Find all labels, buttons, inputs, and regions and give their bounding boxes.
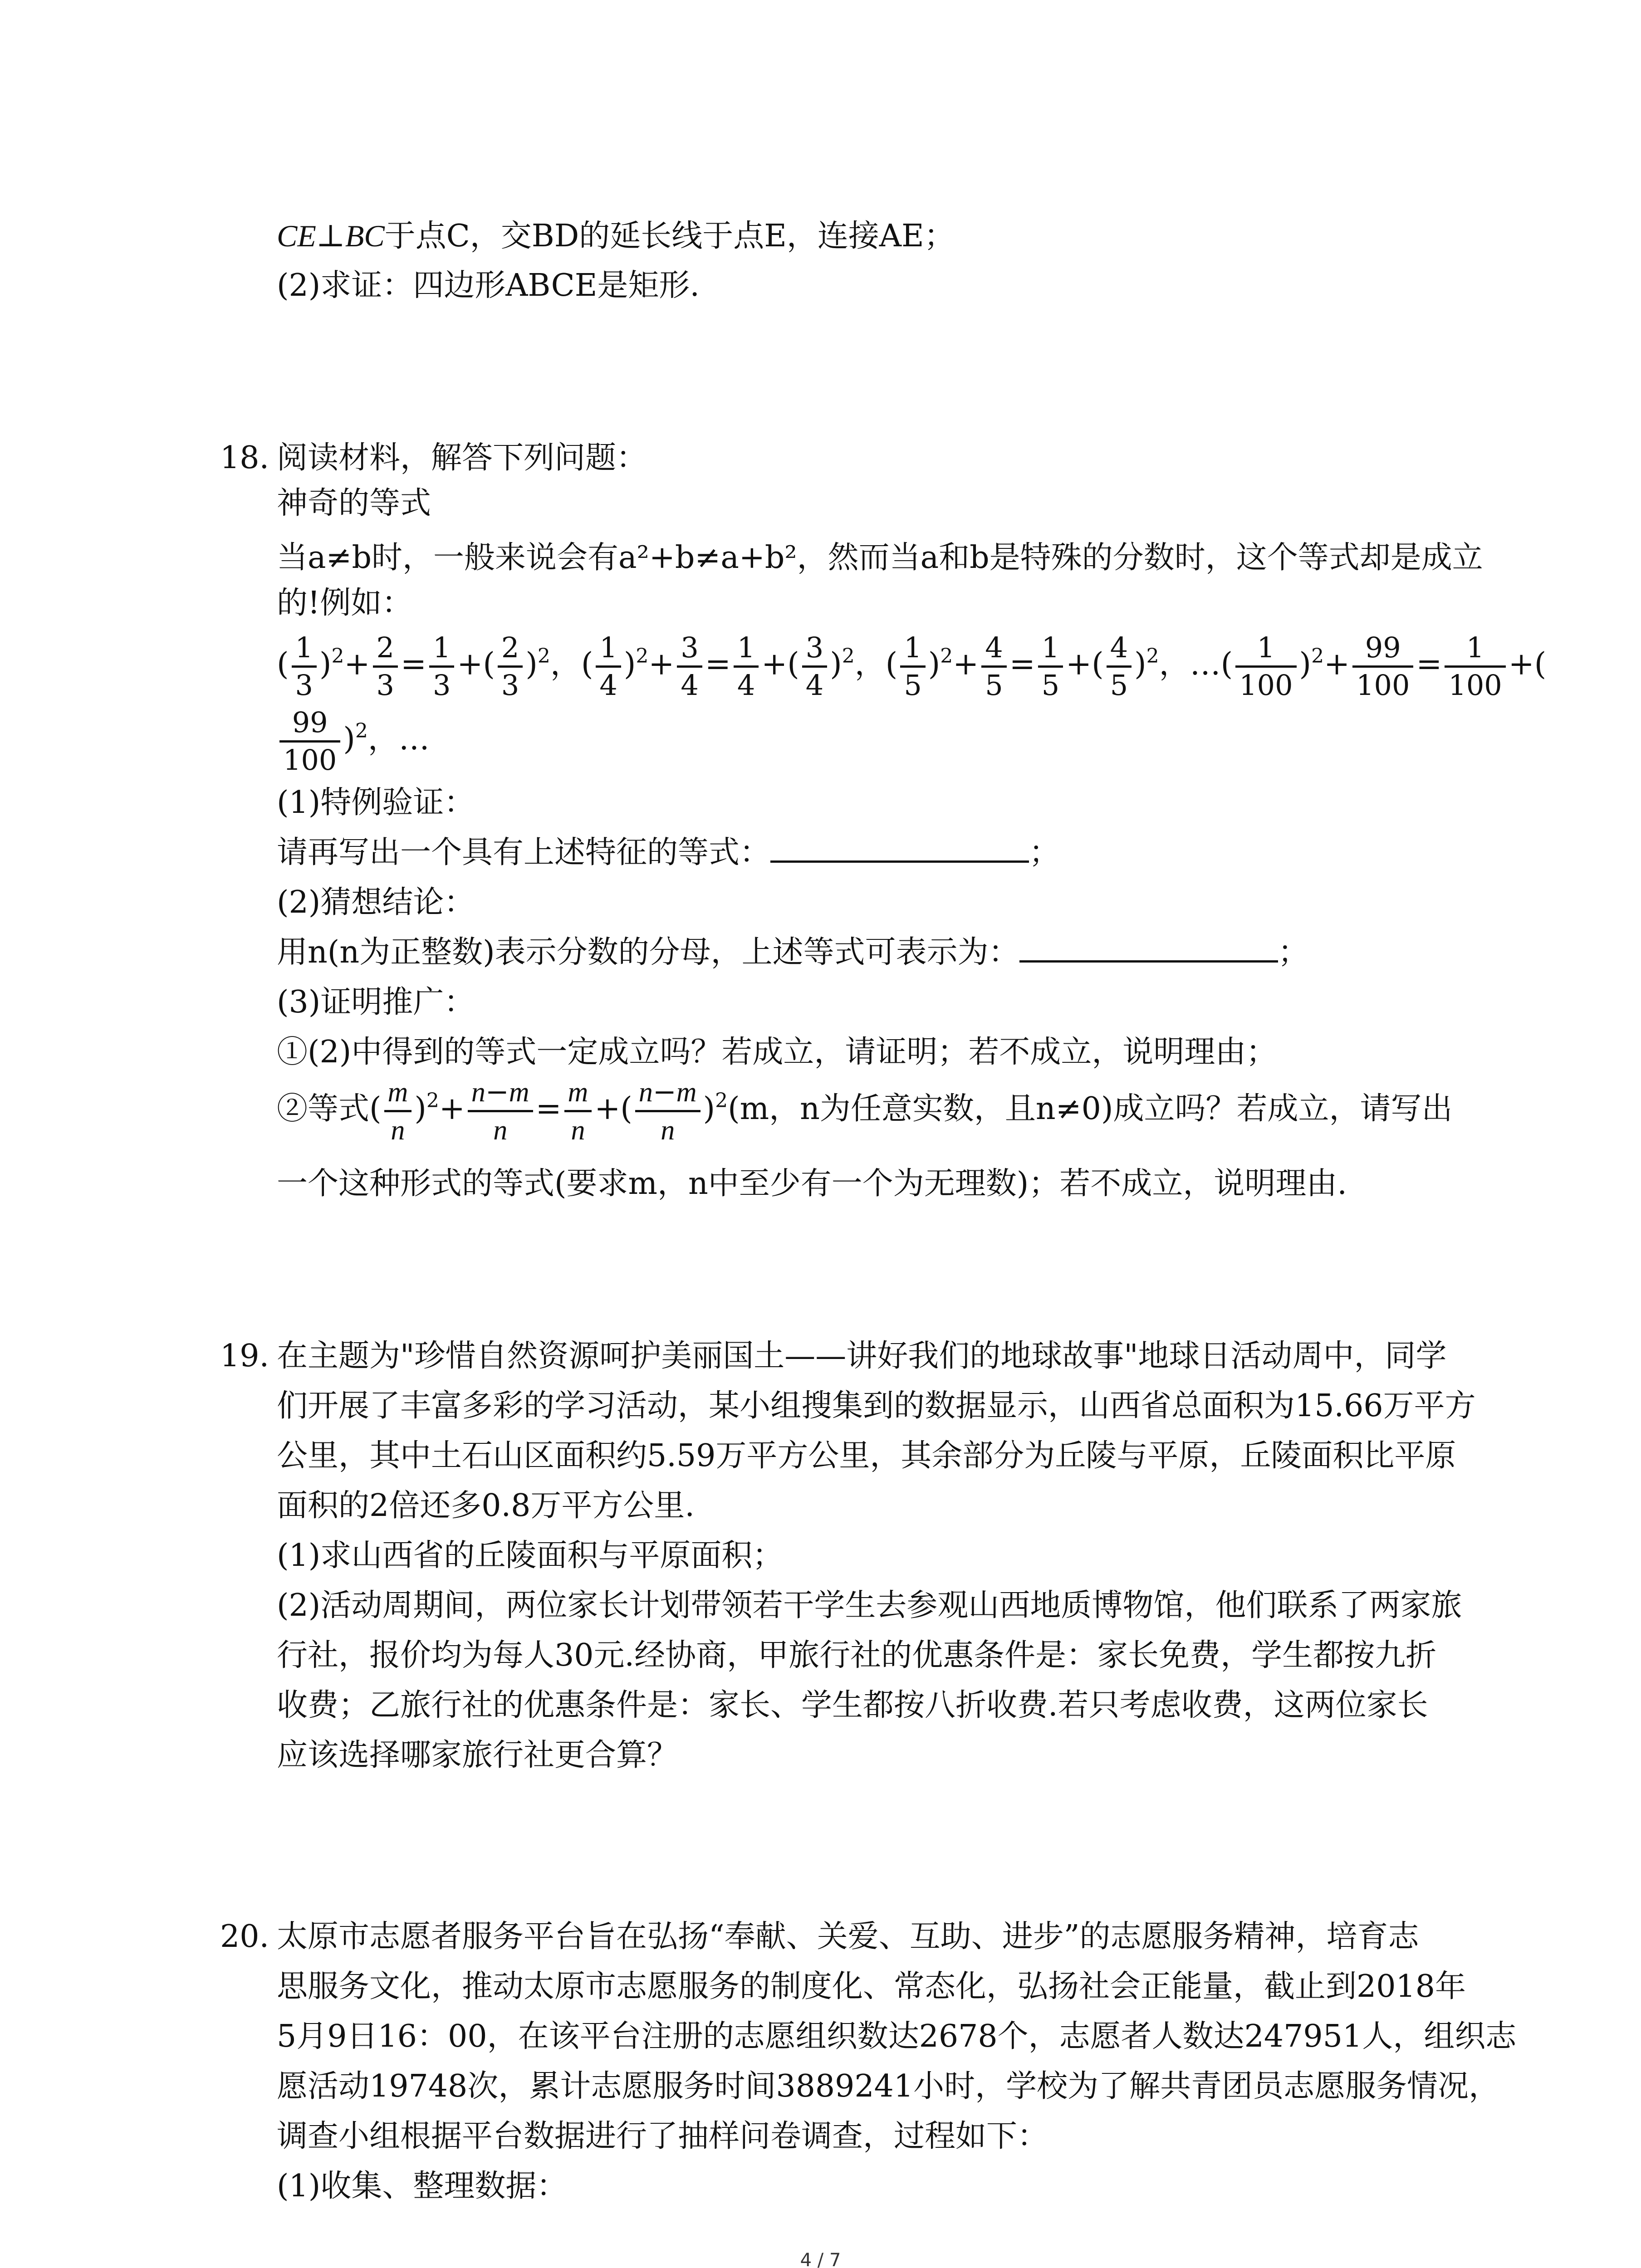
answer-blank-2[interactable] bbox=[1019, 938, 1278, 963]
q18-sub2: (2)猜想结论： bbox=[277, 885, 475, 920]
q17-part2: (2)求证：四边形ABCE是矩形. bbox=[277, 268, 700, 303]
q18-para-line1: 当a≠b时，一般来说会有a²+b≠a+b²，然而当a和b是特殊的分数时，这个等式却是成立 bbox=[277, 540, 1483, 576]
q18-para-line2: 的!例如： bbox=[277, 585, 413, 621]
q19-number: 19. bbox=[220, 1338, 269, 1374]
q19-line2: 们开展了丰富多彩的学习活动，某小组搜集到的数据显示，山西省总面积为15.66万平方 bbox=[277, 1388, 1476, 1424]
q20-line1: 太原市志愿者服务平台旨在弘扬“奉献、关爱、互助、进步”的志愿服务精神，培育志 bbox=[277, 1919, 1419, 1955]
q19-line7: 行社，报价均为每人30元.经协商，甲旅行社的优惠条件是：家长免费，学生都按九折 bbox=[277, 1637, 1437, 1673]
q18-number: 18. bbox=[220, 440, 269, 476]
q20-number: 20. bbox=[220, 1919, 269, 1955]
q18-sub1: (1)特例验证： bbox=[277, 785, 475, 821]
q18-sub2-prompt: 用n(n为正整数)表示分数的分母，上述等式可表示为： ； bbox=[277, 934, 1309, 970]
q19-line9: 应该选择哪家旅行社更合算？ bbox=[277, 1737, 678, 1773]
q19-line3: 公里，其中土石山区面积约5.59万平方公里，其余部分为丘陵与平原，丘陵面积比平原 bbox=[277, 1438, 1456, 1474]
q20-line4: 愿活动19748次，累计志愿服务时间3889241小时，学校为了解共青团员志愿服务情况， bbox=[277, 2068, 1500, 2104]
q19-line6: (2)活动周期间，两位家长计划带领若干学生去参观山西地质博物馆，他们联系了两家旅 bbox=[277, 1588, 1462, 1623]
q18-sub3-2-line2: 一个这种形式的等式(要求m，n中至少有一个为无理数)；若不成立，说明理由. bbox=[277, 1166, 1347, 1202]
q20-line2: 思服务文化，推动太原市志愿服务的制度化、常态化，弘扬社会正能量，截止到2018年 bbox=[277, 1969, 1466, 2004]
q17-condition-line: CE⊥BC于点C，交BD的延长线于点E，连接AE； bbox=[277, 218, 955, 254]
q18-sub3-1: ①(2)中得到的等式一定成立吗？若成立，请证明；若不成立，说明理由； bbox=[277, 1034, 1277, 1070]
q19-line1: 在主题为"珍惜自然资源呵护美丽国土——讲好我们的地球故事"地球日活动周中，同学 bbox=[277, 1338, 1447, 1374]
answer-blank-1[interactable] bbox=[770, 838, 1029, 863]
q18-examples-line1: ( $\frac{1}{3}$ )$^2$+ $\frac{2}{3}$ = $\frac{1}{3}$ +( $\frac{2}{3}$ )$^2$，( $\frac{1}{4}$ )$^2$+ $\frac{3}{4}$ = $\frac{1}{4}$ +( $\frac{3}{4}$ )$^2$，( $\frac{1}{5}$ )$^2$+ $\frac{4}{5}$ = $\frac{1}{5}$ +( $\frac{4}{5}$ )$^2$，…( $\frac{1}{100}$ )$^2$+ $\frac{99}{100}$ = $\frac{1}{100}$ +( bbox=[277, 631, 1547, 702]
q18-sub1-prompt: 请再写出一个具有上述特征的等式： ； bbox=[277, 835, 1060, 870]
q20-line3: 5月9日16：00，在该平台注册的志愿组织数达2678个，志愿者人数达247951人，组织志 bbox=[277, 2019, 1517, 2054]
q19-line5: (1)求山西省的丘陵面积与平原面积； bbox=[277, 1538, 784, 1574]
q18-title: 神奇的等式 bbox=[277, 485, 431, 521]
page-number: 4 / 7 bbox=[800, 2250, 841, 2268]
q19-line4: 面积的2倍还多0.8万平方公里. bbox=[277, 1488, 695, 1524]
q19-line8: 收费；乙旅行社的优惠条件是：家长、学生都按八折收费.若只考虑收费，这两位家长 bbox=[277, 1687, 1428, 1723]
q20-line5: 调查小组根据平台数据进行了抽样问卷调查，过程如下： bbox=[277, 2118, 1048, 2154]
q18-sub3: (3)证明推广： bbox=[277, 984, 475, 1020]
q20-line6: (1)收集、整理数据： bbox=[277, 2168, 568, 2204]
q18-sub3-2: ②等式( $\frac{m}{n}$ )$^2$+ $\frac{n-m}{n}$ = $\frac{m}{n}$ +( $\frac{n-m}{n}$ )$^2$(m，n为任意实数，且n≠0)成立吗？若成立，请写出 bbox=[277, 1075, 1453, 1146]
q18-examples-line2: $\frac{99}{100}$ )$^2$，… bbox=[277, 701, 430, 778]
q18-intro: 阅读材料，解答下列问题： bbox=[277, 440, 647, 476]
